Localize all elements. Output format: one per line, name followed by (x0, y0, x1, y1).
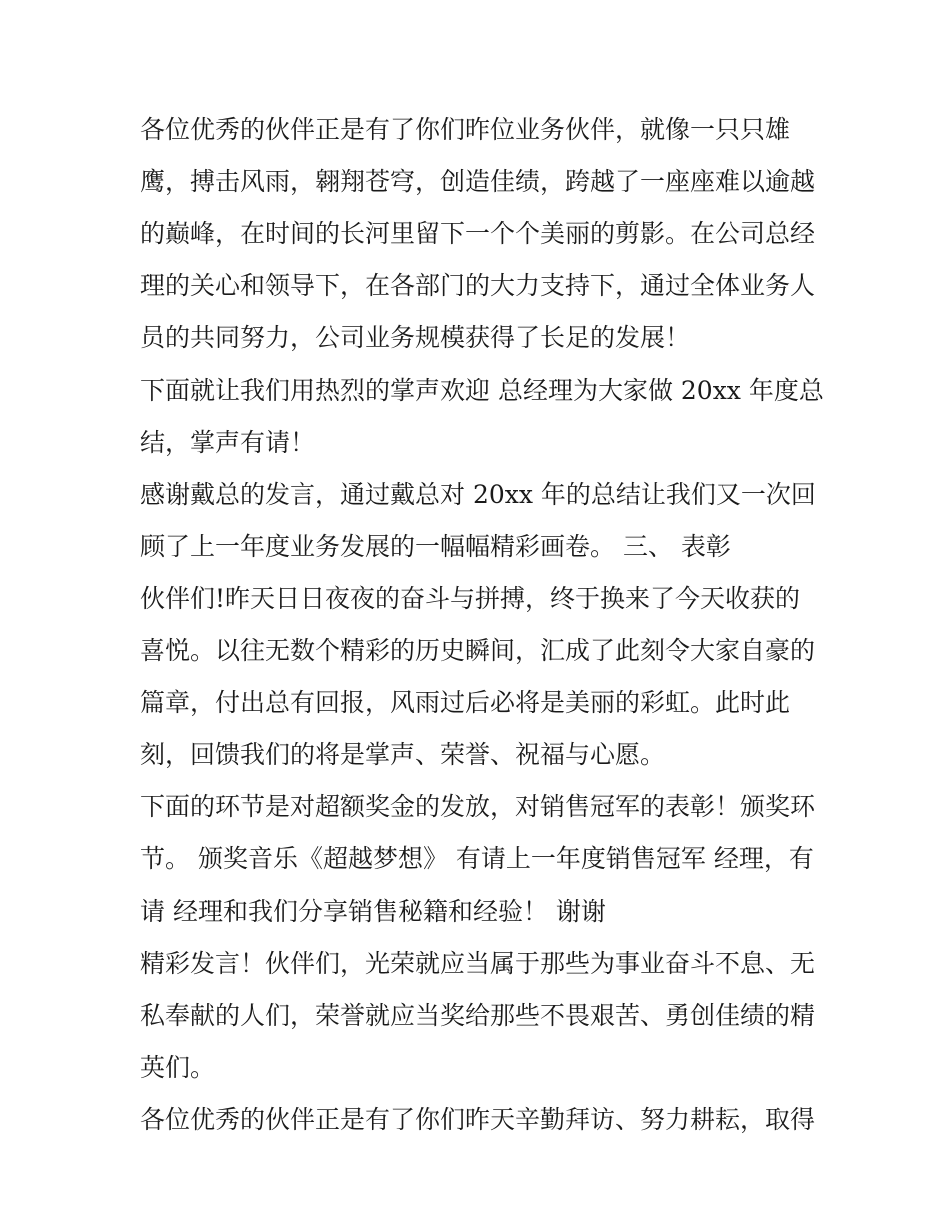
text-line: 私奉献的人们，荣誉就应当奖给那些不畏艰苦、勇创佳绩的精 (140, 1001, 816, 1030)
text-line: 员的共同努力，公司业务规模获得了长足的发展！ (140, 323, 691, 352)
text-line: 伙伴们!昨天日日夜夜的奋斗与拼搏，终于换来了今天收获的 (140, 584, 801, 613)
text-line: 英们。 (140, 1053, 216, 1082)
text-line: 各位优秀的伙伴正是有了你们昨位业务伙伴，就像一只只雄 (140, 115, 791, 144)
text-line: 节。 颁奖音乐《超越梦想》 有请上一年度销售冠军 经理，有 (140, 844, 814, 873)
text-line: 各位优秀的伙伴正是有了你们昨天辛勤拜访、努力耕耘，取得 (140, 1105, 816, 1134)
text-line: 结，掌声有请！ (140, 428, 316, 457)
text-line: 下面的环节是对超额奖金的发放，对销售冠军的表彰！颁奖环 (140, 792, 816, 821)
text-line: 刻，回馈我们的将是掌声、荣誉、祝福与心愿。 (140, 740, 666, 769)
text-line: 请 经理和我们分享销售秘籍和经验！ 谢谢 (140, 897, 606, 926)
text-line: 理的关心和领导下，在各部门的大力支持下，通过全体业务人 (140, 271, 816, 300)
text-line: 篇章，付出总有回报，风雨过后必将是美丽的彩虹。此时此 (140, 688, 791, 717)
text-line: 精彩发言！伙伴们，光荣就应当属于那些为事业奋斗不息、无 (140, 949, 816, 978)
text-line: 的巅峰，在时间的长河里留下一个个美丽的剪影。在公司总经 (140, 219, 816, 248)
text-line: 顾了上一年度业务发展的一幅幅精彩画卷。 三、 表彰 (140, 532, 731, 561)
text-line: 鹰，搏击风雨，翱翔苍穹，创造佳绩，跨越了一座座难以逾越 (140, 167, 816, 196)
text-line: 感谢戴总的发言，通过戴总对 20xx 年的总结让我们又一次回 (140, 480, 816, 509)
text-line: 下面就让我们用热烈的掌声欢迎 总经理为大家做 20xx 年度总 (140, 376, 824, 405)
text-line: 喜悦。以往无数个精彩的历史瞬间，汇成了此刻令大家自豪的 (140, 636, 816, 665)
